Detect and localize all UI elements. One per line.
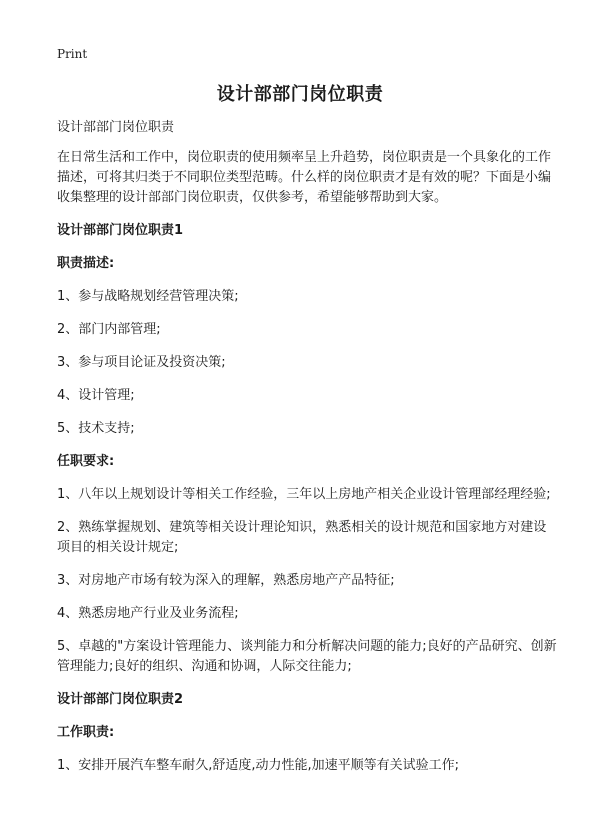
list-item: 3、对房地产市场有较为深入的理解，熟悉房地产产品特征; bbox=[57, 573, 395, 588]
list-item: 1、安排开展汽车整车耐久,舒适度,动力性能,加速平顺等有关试验工作; bbox=[57, 758, 460, 773]
section-1-heading: 设计部部门岗位职责1 bbox=[57, 223, 184, 238]
requirements-heading: 任职要求: bbox=[57, 454, 115, 469]
list-item: 1、八年以上规划设计等相关工作经验，三年以上房地产相关企业设计管理部经理经验; bbox=[57, 487, 551, 502]
list-item: 5、技术支持; bbox=[57, 421, 135, 436]
list-item: 3、参与项目论证及投资决策; bbox=[57, 355, 226, 370]
document-subtitle: 设计部部门岗位职责 bbox=[57, 120, 175, 135]
list-item: 5、卓越的"方案设计管理能力、谈判能力和分析解决问题的能力;良好的产品研究、创新管理能力;良好的组织、沟通和协调，人际交往能力; bbox=[57, 639, 557, 674]
list-item: 4、熟悉房地产行业及业务流程; bbox=[57, 606, 239, 621]
list-item: 1、参与战略规划经营管理决策; bbox=[57, 289, 239, 304]
list-item: 2、熟练掌握规划、建筑等相关设计理论知识，熟悉相关的设计规范和国家地方对建设项目的相关设计规定; bbox=[57, 520, 547, 555]
section-2-heading: 设计部部门岗位职责2 bbox=[57, 692, 184, 707]
list-item: 4、设计管理; bbox=[57, 388, 135, 403]
list-item: 2、部门内部管理; bbox=[57, 322, 161, 337]
document-title: 设计部部门岗位职责 bbox=[216, 84, 384, 105]
work-duties-heading: 工作职责: bbox=[57, 725, 115, 740]
intro-paragraph: 在日常生活和工作中，岗位职责的使用频率呈上升趋势，岗位职责是一个具象化的工作描述，可将其归类于不同职位类型范畴。什么样的岗位职责才是有效的呢？下面是小编收集整理的设计部部门岗位职责，仅供参考，希望能够帮助到大家。 bbox=[57, 150, 552, 205]
document-body bbox=[57, 118, 557, 789]
duty-description-heading: 职责描述: bbox=[57, 256, 115, 271]
print-label[interactable]: Print bbox=[57, 47, 88, 61]
